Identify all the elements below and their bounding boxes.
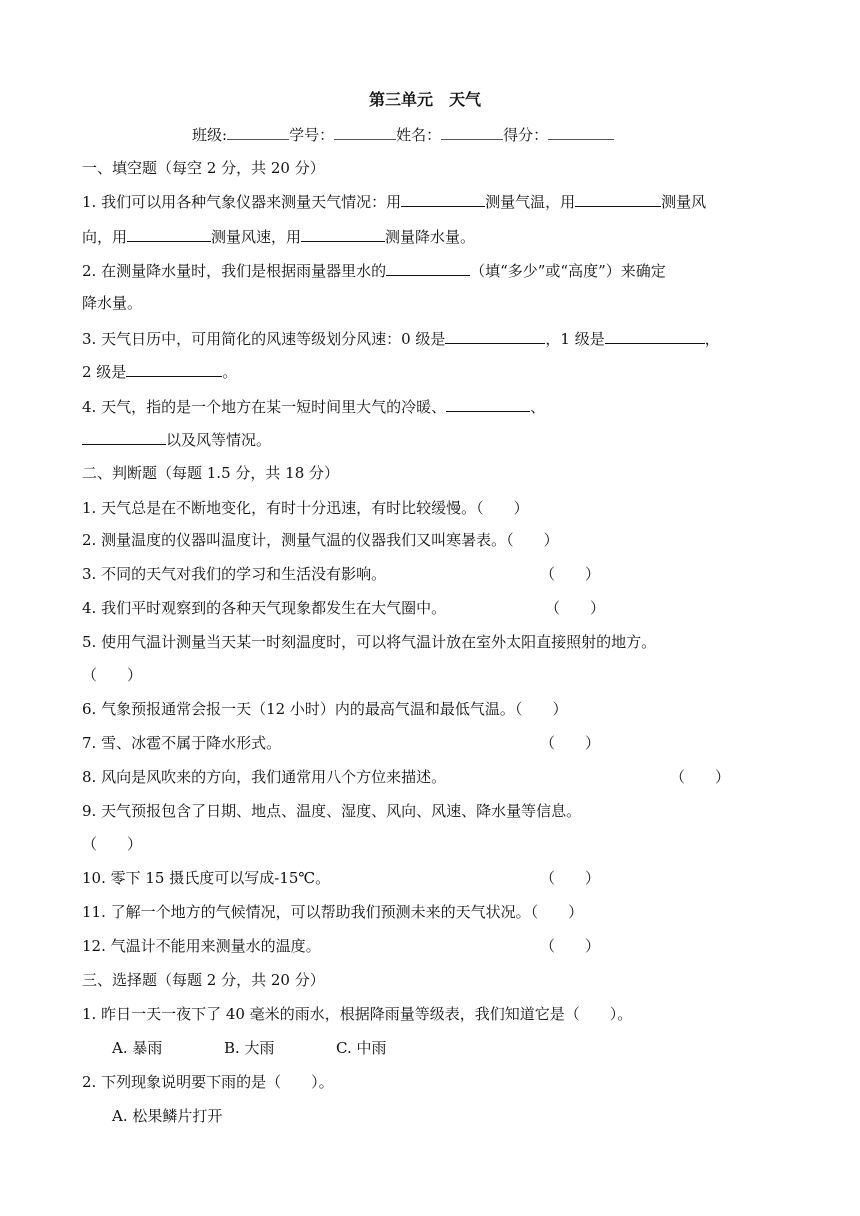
answer-blank[interactable] (82, 428, 166, 445)
question-text: 。 (222, 363, 238, 381)
judge-question-5: 5. 使用气温计测量当天某一时刻温度时，可以将气温计放在室外太阳直接照射的地方。 (82, 633, 657, 651)
answer-parentheses[interactable]: （ ） (670, 768, 731, 786)
judge-question-3: 3. 不同的天气对我们的学习和生活没有影响。 (82, 565, 387, 583)
answer-blank[interactable] (445, 327, 545, 344)
fill-question-1-line-2 (82, 225, 475, 248)
choice-option-a[interactable]: A. 暴雨 (112, 1039, 163, 1057)
section-heading-true-false: 二、判断题（每题 1.5 分，共 18 分） (82, 464, 340, 482)
question-text: 2. 在测量降水量时，我们是根据雨量器里水的 (82, 262, 387, 280)
judge-question-1: 1. 天气总是在不断地变化，有时十分迅速，有时比较缓慢。（ ） (82, 499, 529, 517)
section-heading-multiple-choice: 三、选择题（每题 2 分，共 20 分） (82, 971, 325, 989)
answer-blank[interactable] (126, 360, 222, 377)
answer-blank[interactable] (401, 190, 485, 207)
judge-question-4: 4. 我们平时观察到的各种天气现象都发生在大气圈中。 (82, 599, 447, 617)
fill-question-2-line-2: 降水量。 (82, 294, 143, 312)
student-info-line (192, 123, 614, 146)
choice-option-c[interactable]: C. 中雨 (336, 1039, 387, 1057)
judge-question-2: 2. 测量温度的仪器叫温度计，测量气温的仪器我们又叫寒暑表。（ ） (82, 531, 559, 549)
choice-question-2: 2. 下列现象说明要下雨的是（ ）。 (82, 1073, 334, 1091)
answer-blank[interactable] (386, 259, 470, 276)
fill-question-4-line-1 (82, 395, 545, 418)
answer-blank[interactable] (127, 225, 211, 242)
question-text: 3. 天气日历中，可用简化的风速等级划分风速：0 级是 (82, 330, 446, 348)
judge-question-6: 6. 气象预报通常会报一天（12 小时）内的最高气温和最低气温。（ ） (82, 700, 568, 718)
answer-parentheses[interactable]: （ ） (540, 937, 601, 955)
student-id-label: 学号： (289, 126, 335, 144)
choice-option-a[interactable]: A. 松果鳞片打开 (112, 1107, 223, 1125)
question-text: 测量风 (661, 193, 707, 211)
question-text: （填“多少”或“高度”）来确定 (470, 262, 666, 280)
answer-parentheses[interactable]: （ ） (82, 666, 143, 684)
answer-blank[interactable] (301, 225, 385, 242)
choice-option-b[interactable]: B. 大雨 (224, 1039, 275, 1057)
score-blank[interactable] (548, 123, 614, 140)
fill-question-3-line-2 (82, 360, 237, 383)
judge-question-7: 7. 雪、冰雹不属于降水形式。 (82, 734, 282, 752)
answer-parentheses[interactable]: （ ） (545, 599, 606, 617)
answer-parentheses[interactable]: （ ） (540, 734, 601, 752)
judge-question-9: 9. 天气预报包含了日期、地点、温度、湿度、风向、风速、降水量等信息。 (82, 802, 582, 820)
question-text: 2 级是 (82, 363, 127, 381)
question-text: 向，用 (82, 228, 128, 246)
fill-question-3-line-1 (82, 327, 720, 350)
page-title: 第三单元 天气 (369, 90, 482, 109)
answer-parentheses[interactable]: （ ） (540, 565, 601, 583)
judge-question-12: 12. 气温计不能用来测量水的温度。 (82, 937, 321, 955)
question-text: 测量降水量。 (385, 228, 476, 246)
choice-question-1: 1. 昨日一天一夜下了 40 毫米的雨水，根据降雨量等级表，我们知道它是（ ）。 (82, 1005, 633, 1023)
class-blank[interactable] (227, 123, 289, 140)
judge-question-10: 10. 零下 15 摄氏度可以写成-15℃。 (82, 869, 331, 887)
judge-question-8: 8. 风向是风吹来的方向，我们通常用八个方位来描述。 (82, 768, 447, 786)
question-text: 1. 我们可以用各种气象仪器来测量天气情况：用 (82, 193, 402, 211)
question-text: ，1 级是 (545, 330, 605, 348)
answer-blank[interactable] (605, 327, 705, 344)
question-text: 4. 天气，指的是一个地方在某一短时间里大气的冷暖、 (82, 398, 447, 416)
question-text: 测量气温，用 (485, 193, 576, 211)
answer-blank[interactable] (575, 190, 661, 207)
name-label: 姓名： (396, 126, 442, 144)
student-id-blank[interactable] (334, 123, 396, 140)
fill-question-2-line-1 (82, 259, 666, 282)
question-text: 、 (530, 398, 546, 416)
answer-blank[interactable] (446, 395, 530, 412)
fill-question-4-line-2 (82, 428, 271, 451)
score-label: 得分： (503, 126, 549, 144)
judge-question-11: 11. 了解一个地方的气候情况，可以帮助我们预测未来的天气状况。（ ） (82, 903, 584, 921)
section-heading-fill-in: 一、填空题（每空 2 分，共 20 分） (82, 159, 325, 177)
name-blank[interactable] (441, 123, 503, 140)
answer-parentheses[interactable]: （ ） (82, 835, 143, 853)
question-text: 测量风速，用 (211, 228, 302, 246)
question-text: 以及风等情况。 (166, 431, 272, 449)
class-label: 班级: (192, 126, 228, 144)
answer-parentheses[interactable]: （ ） (540, 869, 601, 887)
fill-question-1-line-1 (82, 190, 706, 213)
question-text: ， (704, 330, 720, 348)
